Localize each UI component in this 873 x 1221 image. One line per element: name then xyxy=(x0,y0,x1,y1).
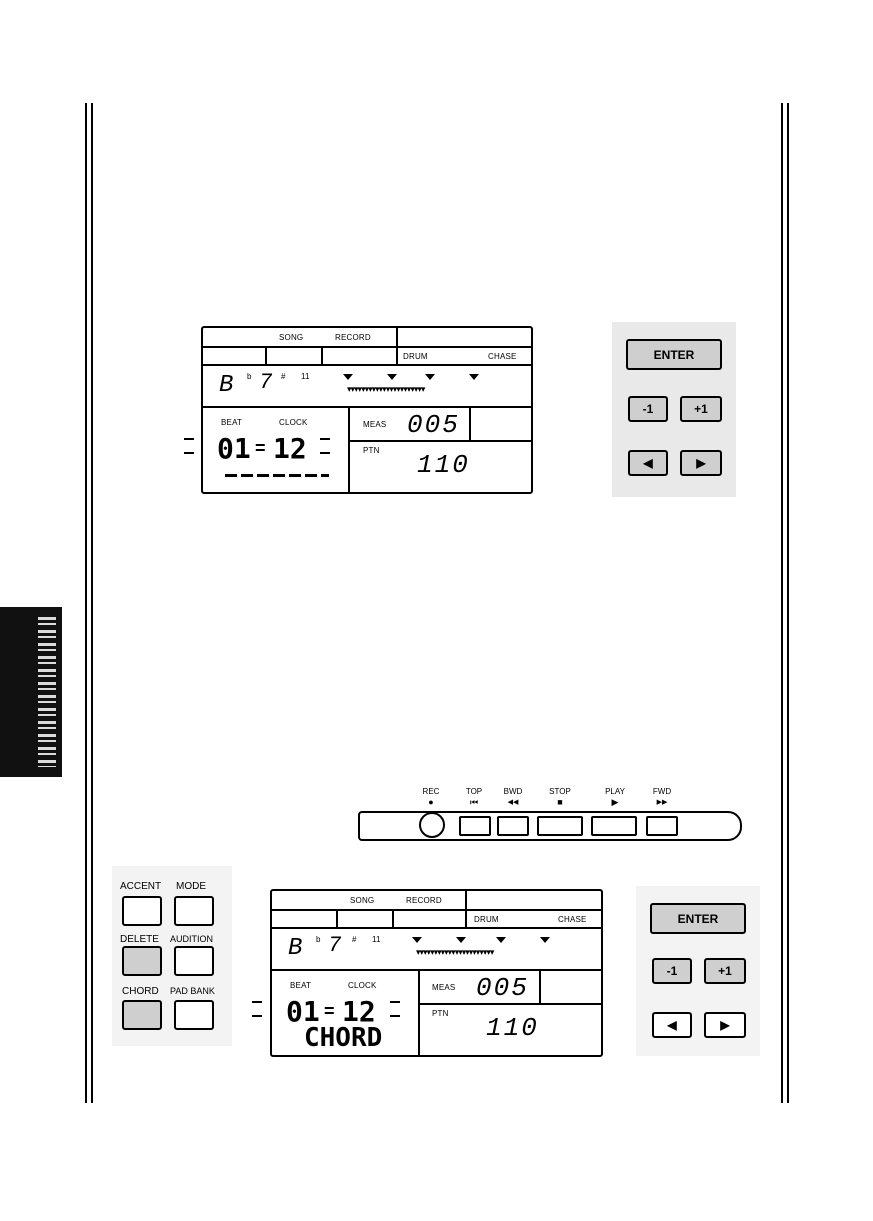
cursor-right-button[interactable]: ▶ xyxy=(704,1012,746,1038)
chord-root: B xyxy=(219,372,236,399)
increment-button[interactable]: +1 xyxy=(704,958,746,984)
chord-root: B xyxy=(288,935,305,962)
right-frame-rule xyxy=(781,103,783,1103)
blink-mark xyxy=(390,1001,400,1003)
step-markers: ▾▾▾▾▾▾▾▾▾▾▾▾▾▾▾▾▾▾▾▾▾▾ xyxy=(416,947,494,957)
delete-pad[interactable] xyxy=(122,946,162,976)
accent-pad[interactable] xyxy=(122,896,162,926)
meas-label: MEAS xyxy=(432,983,456,992)
rec-icon: ● xyxy=(428,797,434,807)
record-indicator: RECORD xyxy=(335,333,371,342)
ptn-value: 110 xyxy=(417,450,470,480)
blink-mark xyxy=(320,438,330,440)
record-indicator: RECORD xyxy=(406,896,442,905)
chord-extension: 11 xyxy=(372,935,381,944)
accent-label: ACCENT xyxy=(120,881,162,892)
clock-label: CLOCK xyxy=(279,418,308,427)
beat-label: BEAT xyxy=(221,418,243,427)
top-button[interactable] xyxy=(459,816,491,836)
blank-segment-row xyxy=(225,474,329,477)
chord-flat: b xyxy=(316,935,321,944)
cursor-left-button[interactable]: ◀ xyxy=(652,1012,692,1038)
chord-sharp: # xyxy=(352,935,357,944)
cursor-right-button[interactable]: ▶ xyxy=(680,450,722,476)
chord-word-display: CHORD xyxy=(304,1023,383,1053)
ptn-value: 110 xyxy=(486,1013,539,1043)
marker-triangle xyxy=(496,937,506,943)
meas-label: MEAS xyxy=(363,420,387,429)
fwd-button[interactable] xyxy=(646,816,678,836)
bwd-icon: ◀◀ xyxy=(507,799,519,806)
meas-value: 005 xyxy=(476,973,529,1003)
cursor-left-button[interactable]: ◀ xyxy=(628,450,668,476)
chase-indicator: CHASE xyxy=(558,915,587,924)
side-tab-label-image xyxy=(38,617,56,767)
chord-sharp: # xyxy=(281,372,286,381)
top-icon: ⏮ xyxy=(469,797,479,807)
chord-quality: 7 xyxy=(259,370,275,395)
beat-label: BEAT xyxy=(290,981,312,990)
beat-value: 01 xyxy=(217,432,251,465)
rec-label: REC xyxy=(422,787,440,796)
play-label: PLAY xyxy=(605,787,625,796)
clock-value: 12 xyxy=(342,995,376,1028)
marker-triangle xyxy=(456,937,466,943)
blink-mark xyxy=(320,452,330,454)
blink-mark xyxy=(184,438,194,440)
lcd-display-1 xyxy=(201,326,533,494)
fwd-label: FWD xyxy=(652,787,672,796)
bwd-label: BWD xyxy=(503,787,523,796)
bwd-button[interactable] xyxy=(497,816,529,836)
pad-bank-pad[interactable] xyxy=(174,1000,214,1030)
play-button[interactable] xyxy=(591,816,637,836)
chapter-side-tab xyxy=(0,607,62,777)
value-button-panel-1 xyxy=(612,322,736,497)
stop-icon: ■ xyxy=(557,797,563,807)
mode-label: MODE xyxy=(176,881,206,892)
fwd-icon: ▶▶ xyxy=(656,799,668,806)
beat-clock-separator: = xyxy=(255,438,266,458)
stop-label: STOP xyxy=(549,787,571,796)
left-frame-rule-inner xyxy=(91,103,93,1103)
left-frame-rule xyxy=(85,103,87,1103)
decrement-button[interactable]: -1 xyxy=(652,958,692,984)
play-icon: ▶ xyxy=(611,797,619,807)
blink-mark xyxy=(184,452,194,454)
decrement-button[interactable]: -1 xyxy=(628,396,668,422)
top-label: TOP xyxy=(465,787,483,796)
rec-button[interactable] xyxy=(419,812,445,838)
meas-value: 005 xyxy=(407,410,460,440)
drum-indicator: DRUM xyxy=(474,915,499,924)
beat-value: 01 xyxy=(286,995,320,1028)
mode-pad[interactable] xyxy=(174,896,214,926)
song-indicator: SONG xyxy=(279,333,304,342)
audition-pad[interactable] xyxy=(174,946,214,976)
ptn-label: PTN xyxy=(432,1009,449,1018)
ptn-label: PTN xyxy=(363,446,380,455)
beat-clock-separator: = xyxy=(324,1001,335,1021)
marker-triangle xyxy=(425,374,435,380)
clock-value: 12 xyxy=(273,432,307,465)
chord-label: CHORD xyxy=(122,986,159,997)
clock-label: CLOCK xyxy=(348,981,377,990)
marker-triangle xyxy=(387,374,397,380)
blink-mark xyxy=(390,1015,400,1017)
blink-mark xyxy=(252,1001,262,1003)
enter-button[interactable]: ENTER xyxy=(626,339,722,370)
step-markers: ▾▾▾▾▾▾▾▾▾▾▾▾▾▾▾▾▾▾▾▾▾▾ xyxy=(347,384,425,394)
audition-label: AUDITION xyxy=(170,934,214,944)
marker-triangle xyxy=(412,937,422,943)
stop-button[interactable] xyxy=(537,816,583,836)
enter-button[interactable]: ENTER xyxy=(650,903,746,934)
song-indicator: SONG xyxy=(350,896,375,905)
drum-indicator: DRUM xyxy=(403,352,428,361)
chord-flat: b xyxy=(247,372,252,381)
increment-button[interactable]: +1 xyxy=(680,396,722,422)
lcd-display-2 xyxy=(270,889,603,1057)
marker-triangle xyxy=(469,374,479,380)
value-button-panel-2 xyxy=(636,886,760,1056)
marker-triangle xyxy=(540,937,550,943)
chase-indicator: CHASE xyxy=(488,352,517,361)
pad-bank-label: PAD BANK xyxy=(170,986,215,996)
blink-mark xyxy=(252,1015,262,1017)
marker-triangle xyxy=(343,374,353,380)
chord-quality: 7 xyxy=(328,933,344,958)
chord-extension: 11 xyxy=(301,372,310,381)
chord-pad[interactable] xyxy=(122,1000,162,1030)
right-frame-rule-inner xyxy=(787,103,789,1103)
delete-label: DELETE xyxy=(120,934,159,945)
